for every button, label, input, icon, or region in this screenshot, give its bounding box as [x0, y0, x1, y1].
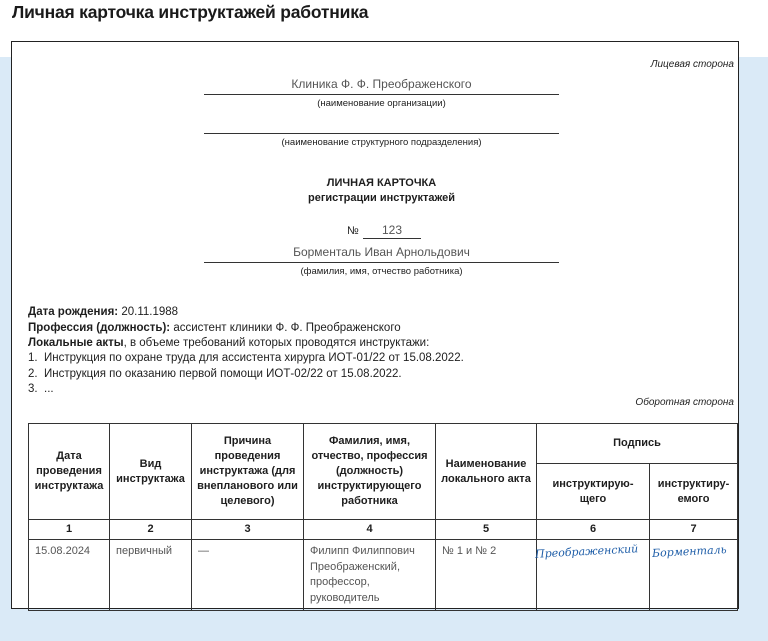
birth-label: Дата рождения:: [28, 306, 119, 318]
column-number: 1: [29, 520, 110, 540]
instruction-card: [11, 41, 739, 609]
local-acts-line: [28, 336, 429, 352]
row-instructor: Филипп Филиппович Преображенский, профессор, руководитель: [304, 540, 436, 611]
card-number: 123: [381, 223, 403, 237]
organization-underline: [204, 94, 559, 95]
row-reason: —: [192, 540, 304, 611]
card-title: ЛИЧНАЯ КАРТОЧКА: [326, 177, 437, 189]
organization-caption: (наименование организации): [317, 98, 446, 109]
birth-value: 20.11.1988: [121, 306, 179, 318]
local-acts-label: Локальные акты: [28, 337, 124, 349]
column-number: 5: [436, 520, 537, 540]
birth-date-line: [28, 305, 178, 321]
profession-value: ассистент клиники Ф. Ф. Преображенского: [173, 322, 401, 334]
card-subtitle: регистрации инструктажей: [307, 192, 455, 204]
number-label: №: [347, 225, 359, 237]
column-number: 3: [192, 520, 304, 540]
back-side-label: Оборотная сторона: [635, 397, 734, 408]
local-acts-text: , в объеме требований которых проводятся инструктажи:: [123, 337, 430, 349]
header-instructor: Фамилия, имя, отчество, профессия (должность) инструктирующего работника: [304, 424, 436, 520]
header-type: Вид инструктажа: [110, 424, 192, 520]
number-underline: [363, 238, 421, 239]
department-caption: (наименование структурного подразделения): [281, 137, 482, 148]
department-underline: [204, 133, 559, 134]
employee-underline: [204, 262, 559, 263]
employee-caption: (фамилия, имя, отчество работника): [300, 266, 463, 277]
row-type: первичный: [110, 540, 192, 611]
header-sig-instructor: инструктирую-щего: [537, 464, 650, 520]
header-date: Дата проведения инструктажа: [29, 424, 110, 520]
front-side-label: Лицевая сторона: [650, 59, 734, 70]
signature-instructor: Преображенский: [534, 542, 639, 561]
row-date: 15.08.2024: [29, 540, 110, 611]
header-signature: Подпись: [537, 424, 738, 464]
header-sig-instructed: инструктиру-емого: [650, 464, 738, 520]
row-act: № 1 и № 2: [436, 540, 537, 611]
column-number: 7: [650, 520, 738, 540]
profession-label: Профессия (должность):: [28, 322, 171, 334]
act-item: 1. Инструкция по охране труда для ассистента хирурга ИОТ-01/22 от 15.08.2022.: [28, 352, 464, 364]
employee-name: Борменталь Иван Арнольдович: [293, 245, 470, 259]
signature-instructed: Борменталь: [651, 543, 727, 560]
organization-value: Клиника Ф. Ф. Преображенского: [291, 77, 472, 91]
column-number: 2: [110, 520, 192, 540]
header-reason: Причина проведения инструктажа (для внепланового или целевого): [192, 424, 304, 520]
act-item: 2. Инструкция по оказанию первой помощи ИОТ-02/22 от 15.08.2022.: [28, 368, 402, 380]
column-number: 6: [537, 520, 650, 540]
page-heading: Личная карточка инструктажей работника: [12, 2, 369, 22]
act-item: 3. ...: [28, 383, 54, 395]
instruction-table: [28, 423, 738, 611]
profession-line: [28, 321, 401, 337]
header-act: Наименование локального акта: [436, 424, 537, 520]
column-number: 4: [304, 520, 436, 540]
